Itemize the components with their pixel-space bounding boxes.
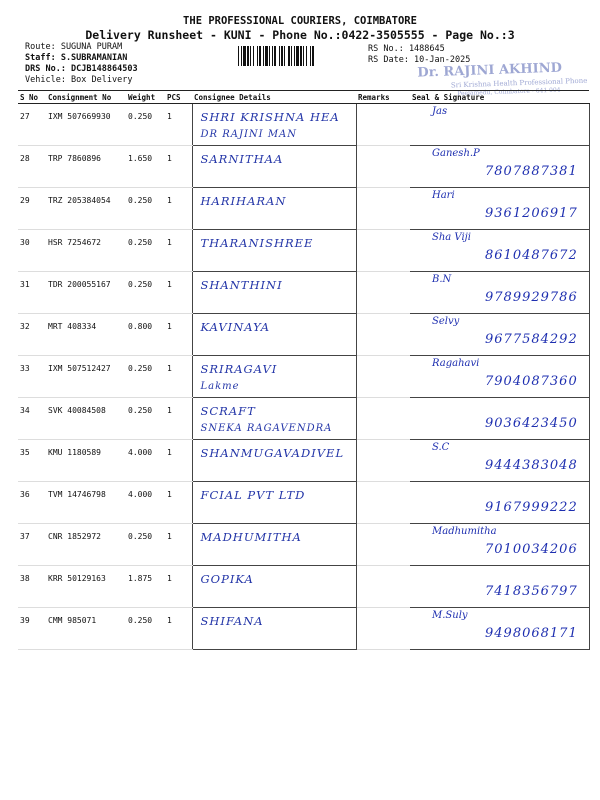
row-signature [410,146,589,188]
row-consignment: KRR 50129163 [46,566,126,608]
drs-number: DRS No.: DCJB148864503 [25,64,138,74]
row-consignee [192,314,356,356]
row-consignee [192,272,356,314]
row-pcs: 1 [165,314,192,356]
row-consignment: SVK 40084508 [46,398,126,440]
col-pcs: PCS [165,91,192,104]
row-pcs: 1 [165,104,192,146]
row-remarks [356,314,410,356]
consignee-name: SARNITHAA [200,152,284,166]
table-row [18,104,589,146]
row-pcs: 1 [165,356,192,398]
row-consignee [192,608,356,650]
row-pcs: 1 [165,440,192,482]
signature-phone: 9444383048 [485,458,578,473]
row-sno: 34 [18,398,46,440]
row-weight: 4.000 [126,482,165,524]
row-remarks [356,356,410,398]
row-remarks [356,608,410,650]
stamp-line-2: Sri Krishna Health Professional Phone [450,76,588,90]
signature-phone: 7807887381 [485,164,578,179]
consignee-name: GOPIKA [200,572,254,586]
consignee-name: HARIHARAN [200,194,287,208]
signature-phone: 9789929786 [485,290,578,305]
consignee-name-line-2: DR RAJINI MAN [200,129,298,140]
table-row [18,524,589,566]
stamp-line-3: Peelamedu, Coimbatore - 641 004 [457,86,561,98]
row-signature [410,608,589,650]
consignee-name: KAVINAYA [200,320,271,334]
table-header-row [18,91,589,104]
row-consignee [192,188,356,230]
signature-name: Ragahavi [432,358,480,369]
row-consignee [192,104,356,146]
consignee-name: SHANMUGAVADIVEL [200,446,345,460]
row-weight: 0.250 [126,608,165,650]
col-consignment: Consignment No [46,91,126,104]
row-consignee [192,398,356,440]
signature-name: M.Suly [432,610,468,621]
company-title: THE PROFESSIONAL COURIERS, COIMBATORE [183,15,417,27]
row-signature [410,482,589,524]
row-sno: 33 [18,356,46,398]
table-row [18,608,589,650]
row-pcs: 1 [165,230,192,272]
signature-name: Ganesh.P [432,148,480,159]
row-consignee [192,482,356,524]
row-remarks [356,230,410,272]
row-consignee [192,566,356,608]
route-label: Route: SUGUNA PURAM [25,42,123,52]
col-seal: Seal & Signature [410,91,589,104]
row-weight: 0.250 [126,272,165,314]
row-pcs: 1 [165,482,192,524]
signature-phone: 9498068171 [485,626,578,641]
table-row [18,188,589,230]
row-consignment: CNR 1852972 [46,524,126,566]
signature-phone: 9036423450 [485,416,578,431]
row-weight: 0.800 [126,314,165,356]
row-sno: 30 [18,230,46,272]
signature-phone: 9167999222 [485,500,578,515]
signature-phone: 8610487672 [485,248,578,263]
signature-phone: 7418356797 [485,584,578,599]
row-weight: 4.000 [126,440,165,482]
delivery-table [18,90,590,650]
table-row [18,398,589,440]
signature-phone: 7010034206 [485,542,578,557]
row-sno: 27 [18,104,46,146]
row-signature [410,230,589,272]
consignee-name: FCIAL PVT LTD [200,488,306,502]
row-signature [410,188,589,230]
signature-phone: 9361206917 [485,206,578,221]
table-row [18,566,589,608]
row-sno: 32 [18,314,46,356]
signature-phone: 7904087360 [485,374,578,389]
row-consignment: KMU 1180589 [46,440,126,482]
rs-date: RS Date: 10-Jan-2025 [368,55,471,65]
row-signature [410,524,589,566]
row-weight: 1.650 [126,146,165,188]
row-consignee [192,356,356,398]
row-consignment: TVM 14746798 [46,482,126,524]
signature-name: B.N [432,274,452,285]
row-consignment: IXM 507512427 [46,356,126,398]
table-row [18,440,589,482]
row-signature [410,566,589,608]
table-row [18,482,589,524]
consignee-name: MADHUMITHA [200,530,302,544]
row-sno: 39 [18,608,46,650]
row-remarks [356,146,410,188]
row-signature [410,272,589,314]
row-weight: 0.250 [126,398,165,440]
row-signature [410,440,589,482]
row-remarks [356,272,410,314]
consignee-name-line-2: Lakme [200,381,240,392]
row-weight: 0.250 [126,524,165,566]
row-sno: 35 [18,440,46,482]
consignee-name: SRIRAGAVI [200,362,278,376]
stamp-line-1: Dr. RAJINI AKHIND [417,60,563,81]
row-consignee [192,440,356,482]
consignee-name: SHRI KRISHNA HEA [200,110,340,124]
row-signature [410,356,589,398]
row-sno: 28 [18,146,46,188]
row-pcs: 1 [165,398,192,440]
row-weight: 1.875 [126,566,165,608]
row-consignment: TRP 7860896 [46,146,126,188]
row-weight: 0.250 [126,188,165,230]
row-sno: 38 [18,566,46,608]
row-consignment: TDR 200055167 [46,272,126,314]
signature-name: Sha Viji [432,232,471,243]
col-weight: Weight [126,91,165,104]
row-signature [410,314,589,356]
row-pcs: 1 [165,608,192,650]
runsheet-meta-left [25,42,138,86]
row-remarks [356,398,410,440]
consignee-name-line-2: SNEKA RAGAVENDRA [200,423,333,434]
runsheet-subtitle: Delivery Runsheet - KUNI - Phone No.:0422-3505555 - Page No.:3 [85,28,515,42]
vehicle-label: Vehicle: Box Delivery [25,75,133,85]
row-consignment: CMM 985071 [46,608,126,650]
row-consignment: IXM 507669930 [46,104,126,146]
table-row [18,356,589,398]
row-remarks [356,566,410,608]
staff-label: Staff: S.SUBRAMANIAN [25,53,128,63]
row-weight: 0.250 [126,230,165,272]
row-sno: 37 [18,524,46,566]
row-pcs: 1 [165,524,192,566]
table-row [18,146,589,188]
row-consignment: TRZ 205384054 [46,188,126,230]
col-remarks: Remarks [356,91,410,104]
row-remarks [356,104,410,146]
row-pcs: 1 [165,272,192,314]
signature-name: Jas [432,106,448,117]
consignee-name: SCRAFT [200,404,256,418]
signature-name: S.C [432,442,450,453]
row-consignee [192,524,356,566]
row-weight: 0.250 [126,356,165,398]
row-pcs: 1 [165,566,192,608]
signature-phone: 9677584292 [485,332,578,347]
signature-name: Selvy [432,316,460,327]
col-consignee: Consignee Details [192,91,356,104]
row-consignment: MRT 408334 [46,314,126,356]
row-remarks [356,482,410,524]
row-signature [410,398,589,440]
rs-number: RS No.: 1488645 [368,44,445,54]
table-row [18,272,589,314]
row-consignee [192,146,356,188]
row-sno: 36 [18,482,46,524]
table-row [18,230,589,272]
row-remarks [356,524,410,566]
row-pcs: 1 [165,146,192,188]
signature-name: Hari [432,190,455,201]
row-sno: 31 [18,272,46,314]
row-consignment: HSR 7254672 [46,230,126,272]
barcode-icon [238,46,364,66]
row-remarks [356,440,410,482]
row-sno: 29 [18,188,46,230]
consignee-name: THARANISHREE [200,236,314,250]
consignee-name: SHANTHINI [200,278,283,292]
row-signature [410,104,589,146]
col-sno: S No [18,91,46,104]
row-pcs: 1 [165,188,192,230]
row-consignee [192,230,356,272]
consignee-name: SHIFANA [200,614,264,628]
row-weight: 0.250 [126,104,165,146]
table-row [18,314,589,356]
signature-name: Madhumitha [432,526,497,537]
row-remarks [356,188,410,230]
